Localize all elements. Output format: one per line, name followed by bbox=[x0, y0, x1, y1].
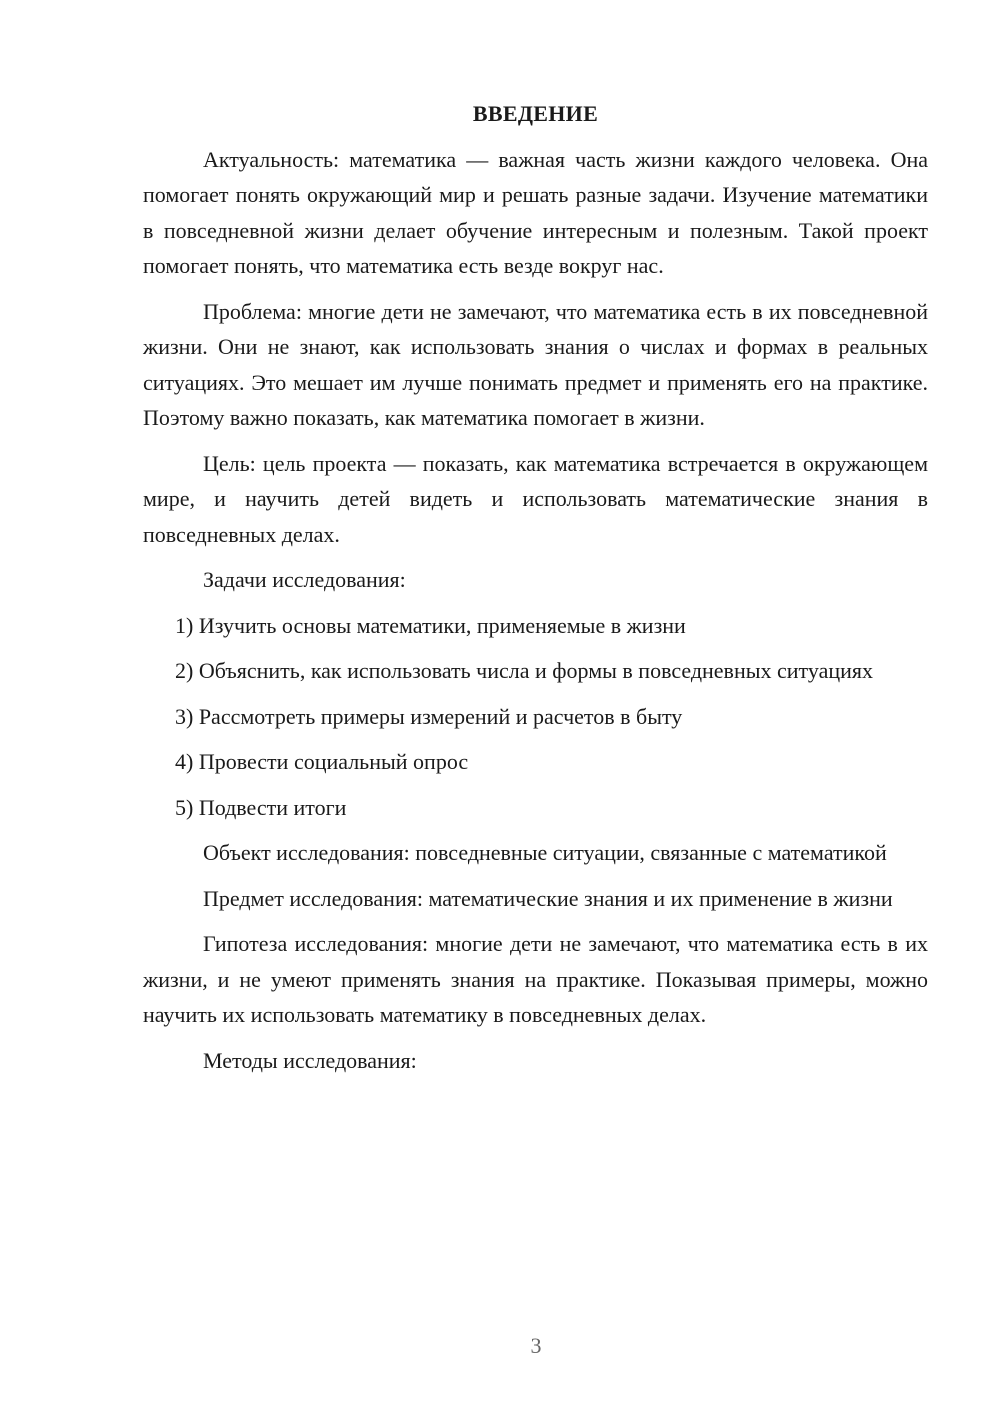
hypothesis-paragraph: Гипотеза исследования: многие дети не замечают, что математика есть в их жизни, и не умеют применять знания на практике. Показывая примеры, можно научить их использовать математику в повседневных делах. bbox=[143, 931, 928, 1027]
goal-paragraph: Цель: цель проекта — показать, как математика встречается в окружающем мире, и научить детей видеть и использовать математические знания в повседневных делах. bbox=[143, 450, 928, 547]
subject-paragraph: Предмет исследования: математические знания и их применение в жизни bbox=[203, 885, 893, 911]
task-item-5: 5) Подвести итоги bbox=[175, 794, 347, 820]
page-content bbox=[143, 96, 928, 1088]
section-title: ВВЕДЕНИЕ bbox=[472, 101, 599, 126]
object-paragraph: Объект исследования: повседневные ситуации, связанные с математикой bbox=[203, 840, 887, 865]
relevance-paragraph: Актуальность: математика — важная часть жизни каждого человека. Она помогает понять окружающий мир и решать разные задачи. Изучение математики в повседневной жизни делает обучение интересным и полезным. Такой проект помогает понять, что математика есть везде вокруг нас. bbox=[143, 146, 928, 278]
task-item-2: 2) Объяснить, как использовать числа и формы в повседневных ситуациях bbox=[175, 658, 874, 683]
problem-paragraph: Проблема: многие дети не замечают, что математика есть в их повседневной жизни. Они не знают, как использовать знания о числах и формах в реальных ситуациях. Это мешает им лучше понимать предмет и применять его на практике. Поэтому важно показать, как математика помогает в жизни. bbox=[143, 298, 928, 430]
task-item-4: 4) Провести социальный опрос bbox=[175, 749, 469, 774]
task-item-3: 3) Рассмотреть примеры измерений и расчетов в быту bbox=[175, 703, 683, 729]
tasks-heading: Задачи исследования: bbox=[203, 567, 406, 592]
page-number: 3 bbox=[530, 1333, 542, 1358]
methods-heading: Методы исследования: bbox=[203, 1047, 417, 1073]
task-item-1: 1) Изучить основы математики, применяемые в жизни bbox=[175, 612, 686, 638]
